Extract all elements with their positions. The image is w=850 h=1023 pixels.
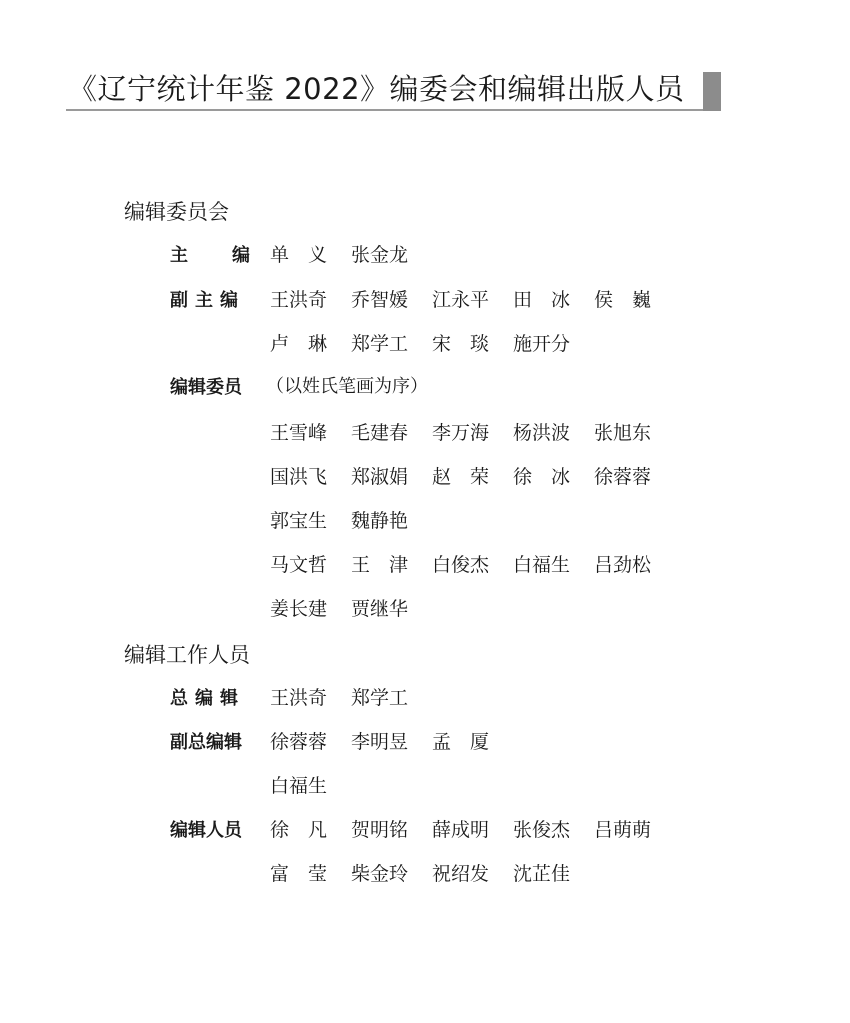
committee-member-name: 李万海 (432, 422, 490, 444)
editor-name: 薛成明 (432, 819, 490, 841)
deputy-chief-editor-name: 王洪奇 (270, 289, 328, 311)
deputy-chief-editor-name: 施开分 (513, 333, 571, 355)
deputy-chief-editor-name: 乔智媛 (351, 289, 409, 311)
deputy-general-editor-name: 李明昱 (351, 731, 409, 753)
ordering-note: （以姓氏笔画为序） (266, 376, 428, 397)
deputy-chief-editor-name: 卢 琳 (270, 333, 328, 355)
committee-member-name: 贾继华 (351, 598, 409, 620)
committee-member-name: 郑淑娟 (351, 466, 409, 488)
deputy-general-editor-name: 徐蓉蓉 (270, 731, 328, 753)
committee-member-name: 马文哲 (270, 554, 328, 576)
committee-member-name: 杨洪波 (513, 422, 571, 444)
committee-member-name: 张旭东 (594, 422, 652, 444)
deputy-chief-editor-name: 郑学工 (351, 333, 409, 355)
committee-members-label: 编辑委员 (170, 377, 242, 398)
chief-editor-name: 张金龙 (351, 244, 409, 266)
general-editor-label: 总编辑 (170, 688, 245, 709)
deputy-chief-editor-name: 侯 巍 (594, 289, 652, 311)
committee-member-name: 毛建春 (351, 422, 409, 444)
committee-heading: 编辑委员会 (124, 200, 229, 224)
deputy-chief-editor-name: 宋 琰 (432, 333, 490, 355)
committee-member-name: 赵 荣 (432, 466, 490, 488)
committee-member-name: 魏静艳 (351, 510, 409, 532)
committee-member-name: 白福生 (513, 554, 571, 576)
committee-member-name: 姜长建 (270, 598, 328, 620)
general-editor-name: 郑学工 (351, 687, 409, 709)
title-corner-block (703, 72, 721, 111)
committee-member-name: 郭宝生 (270, 510, 328, 532)
committee-member-name: 徐 冰 (513, 466, 571, 488)
editor-name: 祝绍发 (432, 863, 490, 885)
editor-name: 吕萌萌 (594, 819, 652, 841)
editor-name: 沈芷佳 (513, 863, 571, 885)
chief-editor-label: 主 编 (170, 245, 263, 266)
editor-name: 张俊杰 (513, 819, 571, 841)
editor-name: 富 莹 (270, 863, 328, 885)
page-title: 《辽宁统计年鉴 2022》编委会和编辑出版人员 (68, 72, 685, 106)
committee-member-name: 王 津 (351, 554, 409, 576)
title-underline (66, 109, 720, 111)
general-editor-name: 王洪奇 (270, 687, 328, 709)
editors-label: 编辑人员 (170, 820, 242, 841)
committee-member-name: 白俊杰 (432, 554, 490, 576)
editor-name: 贺明铭 (351, 819, 409, 841)
deputy-chief-editor-label: 副主编 (170, 290, 245, 311)
deputy-chief-editor-name: 田 冰 (513, 289, 571, 311)
committee-member-name: 王雪峰 (270, 422, 328, 444)
committee-member-name: 徐蓉蓉 (594, 466, 652, 488)
deputy-chief-editor-name: 江永平 (432, 289, 490, 311)
editor-name: 徐 凡 (270, 819, 328, 841)
deputy-general-editor-name: 白福生 (270, 775, 328, 797)
committee-member-name: 国洪飞 (270, 466, 328, 488)
deputy-general-editor-name: 孟 厦 (432, 731, 490, 753)
editor-name: 柴金玲 (351, 863, 409, 885)
committee-member-name: 吕劲松 (594, 554, 652, 576)
staff-heading: 编辑工作人员 (124, 643, 250, 667)
deputy-general-editor-label: 副总编辑 (170, 732, 242, 753)
chief-editor-name: 单 义 (270, 244, 328, 266)
